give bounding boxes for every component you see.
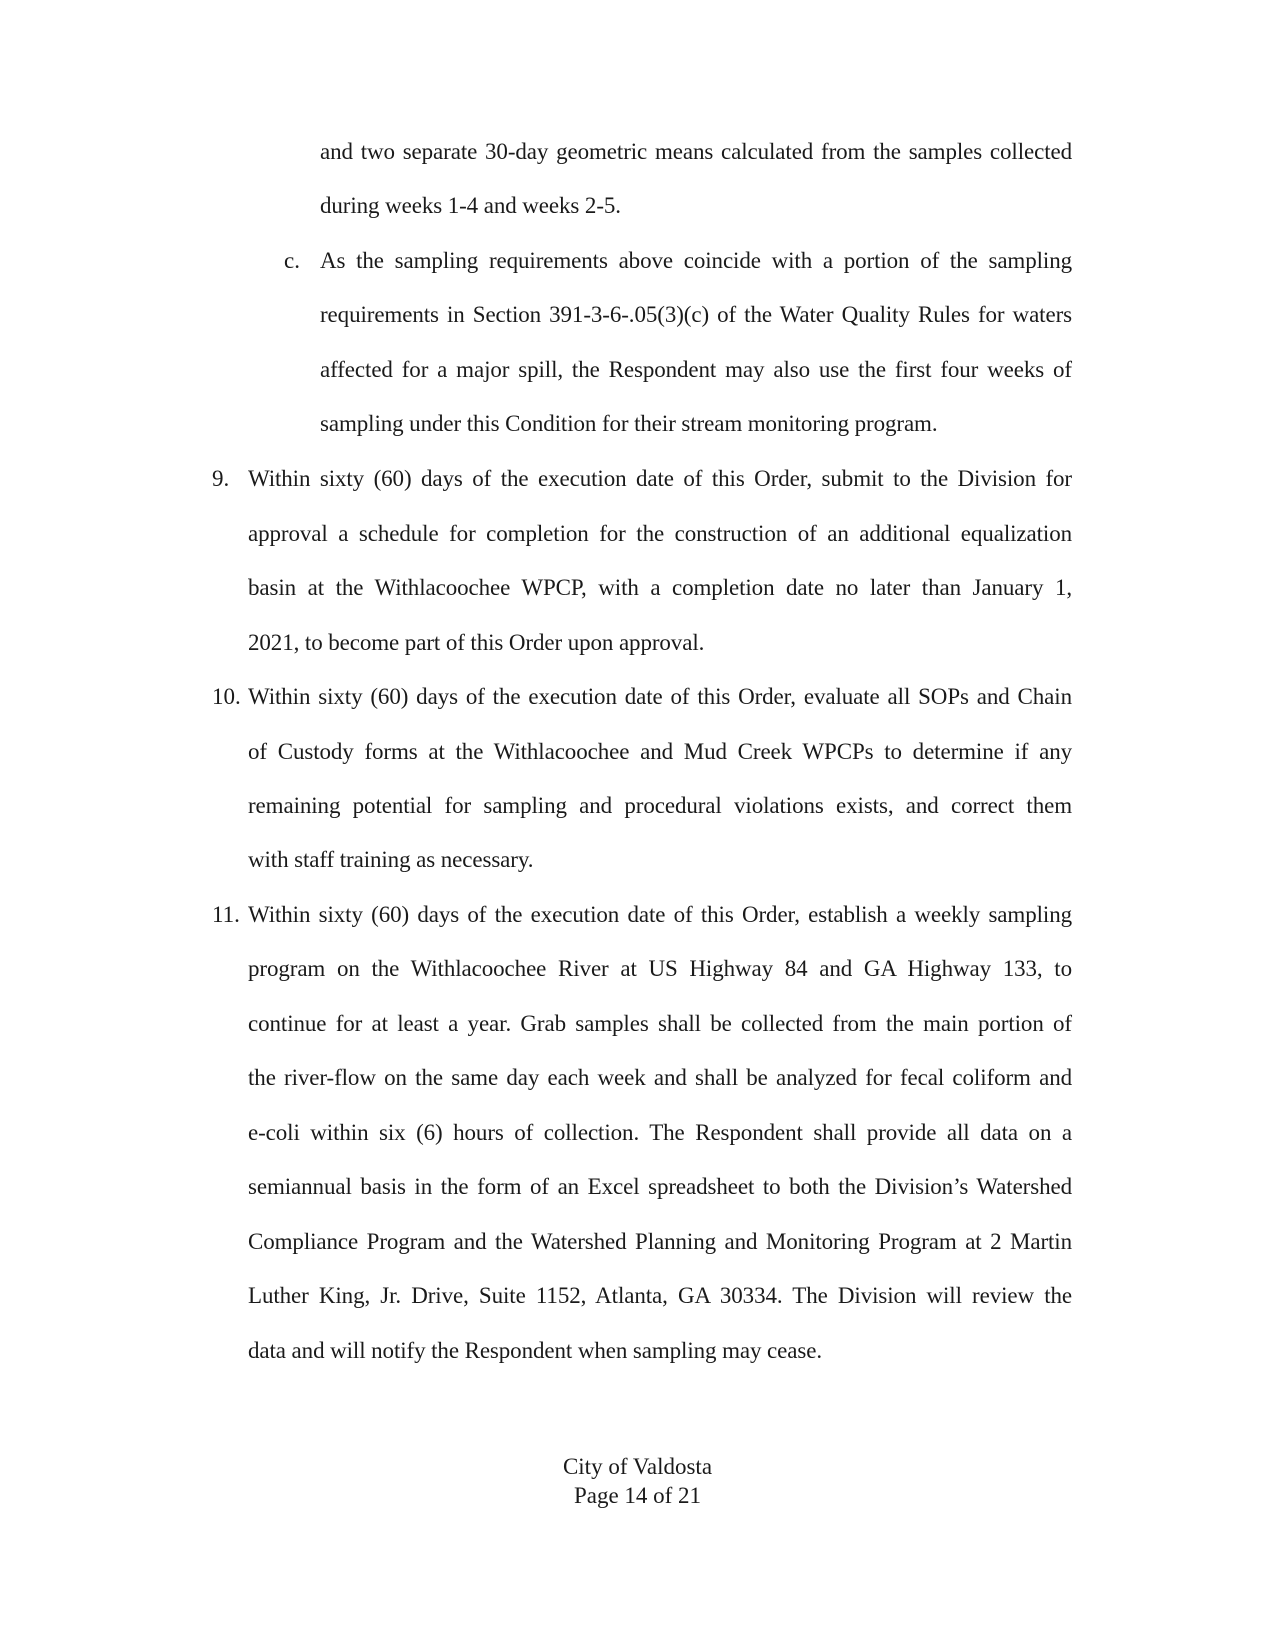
paragraph-line: Within sixty (60) days of the execution date of this Order, evaluate all SOPs and Chain <box>248 684 1072 709</box>
paragraph-line: program on the Withlacoochee River at US Highway 84 and GA Highway 133, to <box>248 956 1072 981</box>
paragraph-line: As the sampling requirements above coincide with a portion of the sampling <box>320 248 1072 273</box>
footer-entity: City of Valdosta <box>562 1454 713 1479</box>
paragraph-line: and two separate 30-day geometric means calculated from the samples collected <box>320 139 1072 164</box>
paragraph-line: with staff training as necessary. <box>248 847 534 872</box>
list-marker: 11. <box>212 902 240 927</box>
paragraph-line: Luther King, Jr. Drive, Suite 1152, Atlanta, GA 30334. The Division will review the <box>248 1283 1072 1308</box>
list-marker: 10. <box>212 684 241 709</box>
paragraph-line: remaining potential for sampling and procedural violations exists, and correct them <box>248 793 1072 818</box>
footer-page-number: Page 14 of 21 <box>573 1483 702 1508</box>
paragraph-line: sampling under this Condition for their stream monitoring program. <box>320 411 938 436</box>
list-marker: 9. <box>212 466 230 491</box>
paragraph-line: the river-flow on the same day each week and shall be analyzed for fecal coliform and <box>248 1065 1072 1090</box>
paragraph-line: basin at the Withlacoochee WPCP, with a completion date no later than January 1, <box>248 575 1072 600</box>
paragraph-line: semiannual basis in the form of an Excel spreadsheet to both the Division’s Watershed <box>248 1174 1072 1199</box>
paragraph-line: 2021, to become part of this Order upon approval. <box>248 630 705 655</box>
paragraph-line: requirements in Section 391-3-6-.05(3)(c) of the Water Quality Rules for waters <box>320 302 1072 327</box>
paragraph-line: of Custody forms at the Withlacoochee and Mud Creek WPCPs to determine if any <box>248 739 1072 764</box>
paragraph-line: during weeks 1-4 and weeks 2-5. <box>320 193 621 218</box>
list-marker: c. <box>284 248 300 273</box>
paragraph-line: e-coli within six (6) hours of collection. The Respondent shall provide all data on a <box>248 1120 1072 1145</box>
paragraph-line: Within sixty (60) days of the execution date of this Order, submit to the Division for <box>248 466 1072 491</box>
paragraph-line: approval a schedule for completion for the construction of an additional equalization <box>248 521 1072 546</box>
paragraph-line: affected for a major spill, the Respondent may also use the first four weeks of <box>320 357 1072 382</box>
paragraph-line: data and will notify the Respondent when sampling may cease. <box>248 1338 822 1363</box>
paragraph-line: Compliance Program and the Watershed Planning and Monitoring Program at 2 Martin <box>248 1229 1072 1254</box>
paragraph-line: continue for at least a year. Grab samples shall be collected from the main portion of <box>248 1011 1072 1036</box>
paragraph-line: Within sixty (60) days of the execution date of this Order, establish a weekly sampling <box>248 902 1072 927</box>
